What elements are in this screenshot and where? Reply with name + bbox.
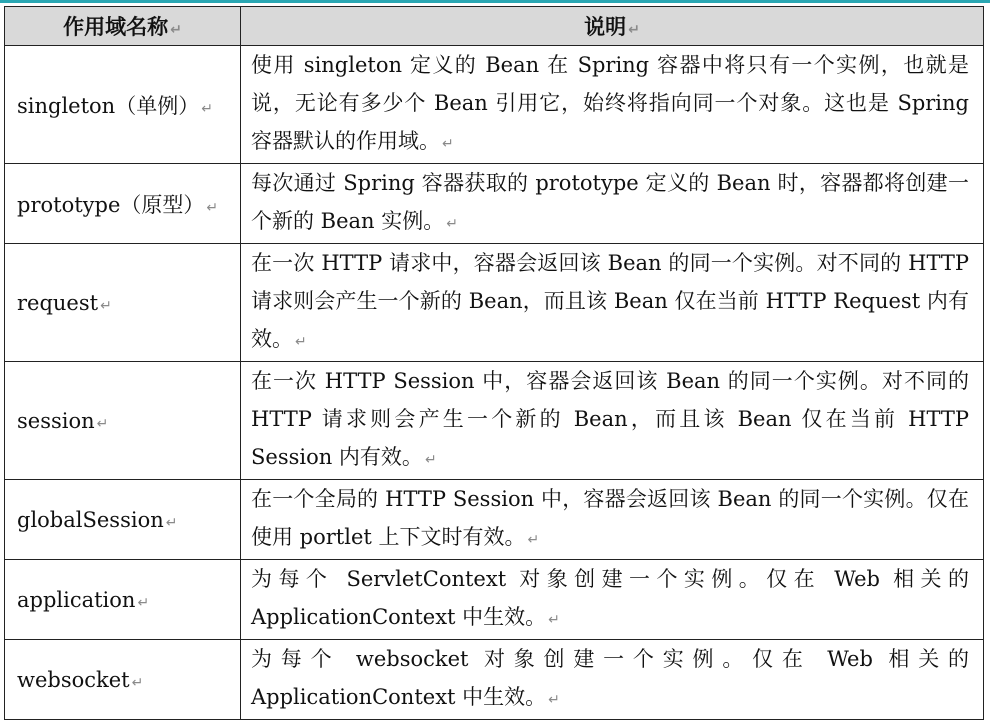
scope-name-cell: [5, 244, 241, 362]
paragraph-mark-icon: ↵: [446, 216, 458, 232]
scope-name: websocket: [17, 667, 130, 692]
scope-description-cell: [241, 244, 984, 362]
scope-description: 使用 singleton 定义的 Bean 在 Spring 容器中将只有一个实例，也就是说，无论有多少个 Bean 引用它，始终将指向同一个对象。这也是 Spring 容器默认的作用域。: [251, 53, 969, 153]
scope-name: prototype（原型）: [17, 192, 205, 217]
paragraph-mark-icon: ↵: [201, 100, 213, 117]
scope-name: application: [17, 587, 136, 612]
scope-name-cell: [5, 640, 241, 720]
paragraph-mark-icon: ↵: [100, 297, 112, 314]
paragraph-mark-icon: ↵: [442, 136, 454, 152]
top-border-rule: [0, 0, 990, 3]
scope-description-cell: [241, 362, 984, 480]
paragraph-mark-icon: ↵: [170, 22, 182, 38]
scope-name: request: [17, 290, 99, 315]
scope-name-cell: [5, 560, 241, 640]
scope-name-cell: [5, 362, 241, 480]
scope-name: session: [17, 408, 95, 433]
scope-description-cell: [241, 480, 984, 560]
paragraph-mark-icon: ↵: [131, 674, 144, 691]
scope-name-cell: [5, 480, 241, 560]
table-row-application: [5, 560, 984, 640]
scope-description-cell: [241, 46, 984, 164]
paragraph-mark-icon: ↵: [527, 532, 540, 548]
scope-description: 为每个 ServletContext 对象创建一个实例。仅在 Web 相关的 ApplicationContext 中生效。: [251, 567, 969, 629]
scope-description-cell: [241, 560, 984, 640]
scope-description: 每次通过 Spring 容器获取的 prototype 定义的 Bean 时，容器都将创建一个新的 Bean 实例。: [251, 171, 969, 233]
table-row-request: [5, 244, 984, 362]
paragraph-mark-icon: ↵: [137, 594, 150, 611]
scope-description: 为每个 websocket 对象创建一个实例。仅在 Web 相关的 ApplicationContext 中生效。: [251, 647, 969, 709]
scope-description-cell: [241, 164, 984, 244]
paragraph-mark-icon: ↵: [295, 334, 307, 350]
table-row-websocket: [5, 640, 984, 720]
scope-name: globalSession: [17, 507, 164, 532]
paragraph-mark-icon: ↵: [628, 22, 640, 38]
paragraph-mark-icon: ↵: [548, 692, 560, 708]
paragraph-mark-icon: ↵: [548, 612, 560, 628]
scope-description-cell: [241, 640, 984, 720]
table-row-globalsession: [5, 480, 984, 560]
header-scope-name: [5, 7, 241, 46]
bean-scope-table: [4, 6, 984, 720]
paragraph-mark-icon: ↵: [96, 415, 109, 432]
scope-description: 在一次 HTTP 请求中，容器会返回该 Bean 的同一个实例。对不同的 HTTP 请求则会产生一个新的 Bean，而且该 Bean 仅在当前 HTTP Request 内有效。: [251, 251, 969, 351]
scope-description: 在一个全局的 HTTP Session 中，容器会返回该 Bean 的同一个实例。仅在使用 portlet 上下文时有效。: [251, 487, 969, 549]
scope-name: singleton（单例）: [17, 93, 200, 118]
header-description-text: 说明: [584, 15, 627, 39]
table-row-prototype: [5, 164, 984, 244]
paragraph-mark-icon: ↵: [424, 452, 437, 468]
scope-name-cell: [5, 46, 241, 164]
table-row-session: [5, 362, 984, 480]
scope-name-cell: [5, 164, 241, 244]
paragraph-mark-icon: ↵: [206, 199, 219, 216]
header-scope-name-text: 作用域名称: [63, 15, 169, 39]
paragraph-mark-icon: ↵: [165, 514, 178, 531]
header-description: [241, 7, 984, 46]
table-row-singleton: [5, 46, 984, 164]
table-header-row: [5, 7, 984, 46]
scope-description: 在一次 HTTP Session 中，容器会返回该 Bean 的同一个实例。对不同的 HTTP 请求则会产生一个新的 Bean，而且该 Bean 仅在当前 HTTP Session 内有效。: [251, 369, 969, 469]
